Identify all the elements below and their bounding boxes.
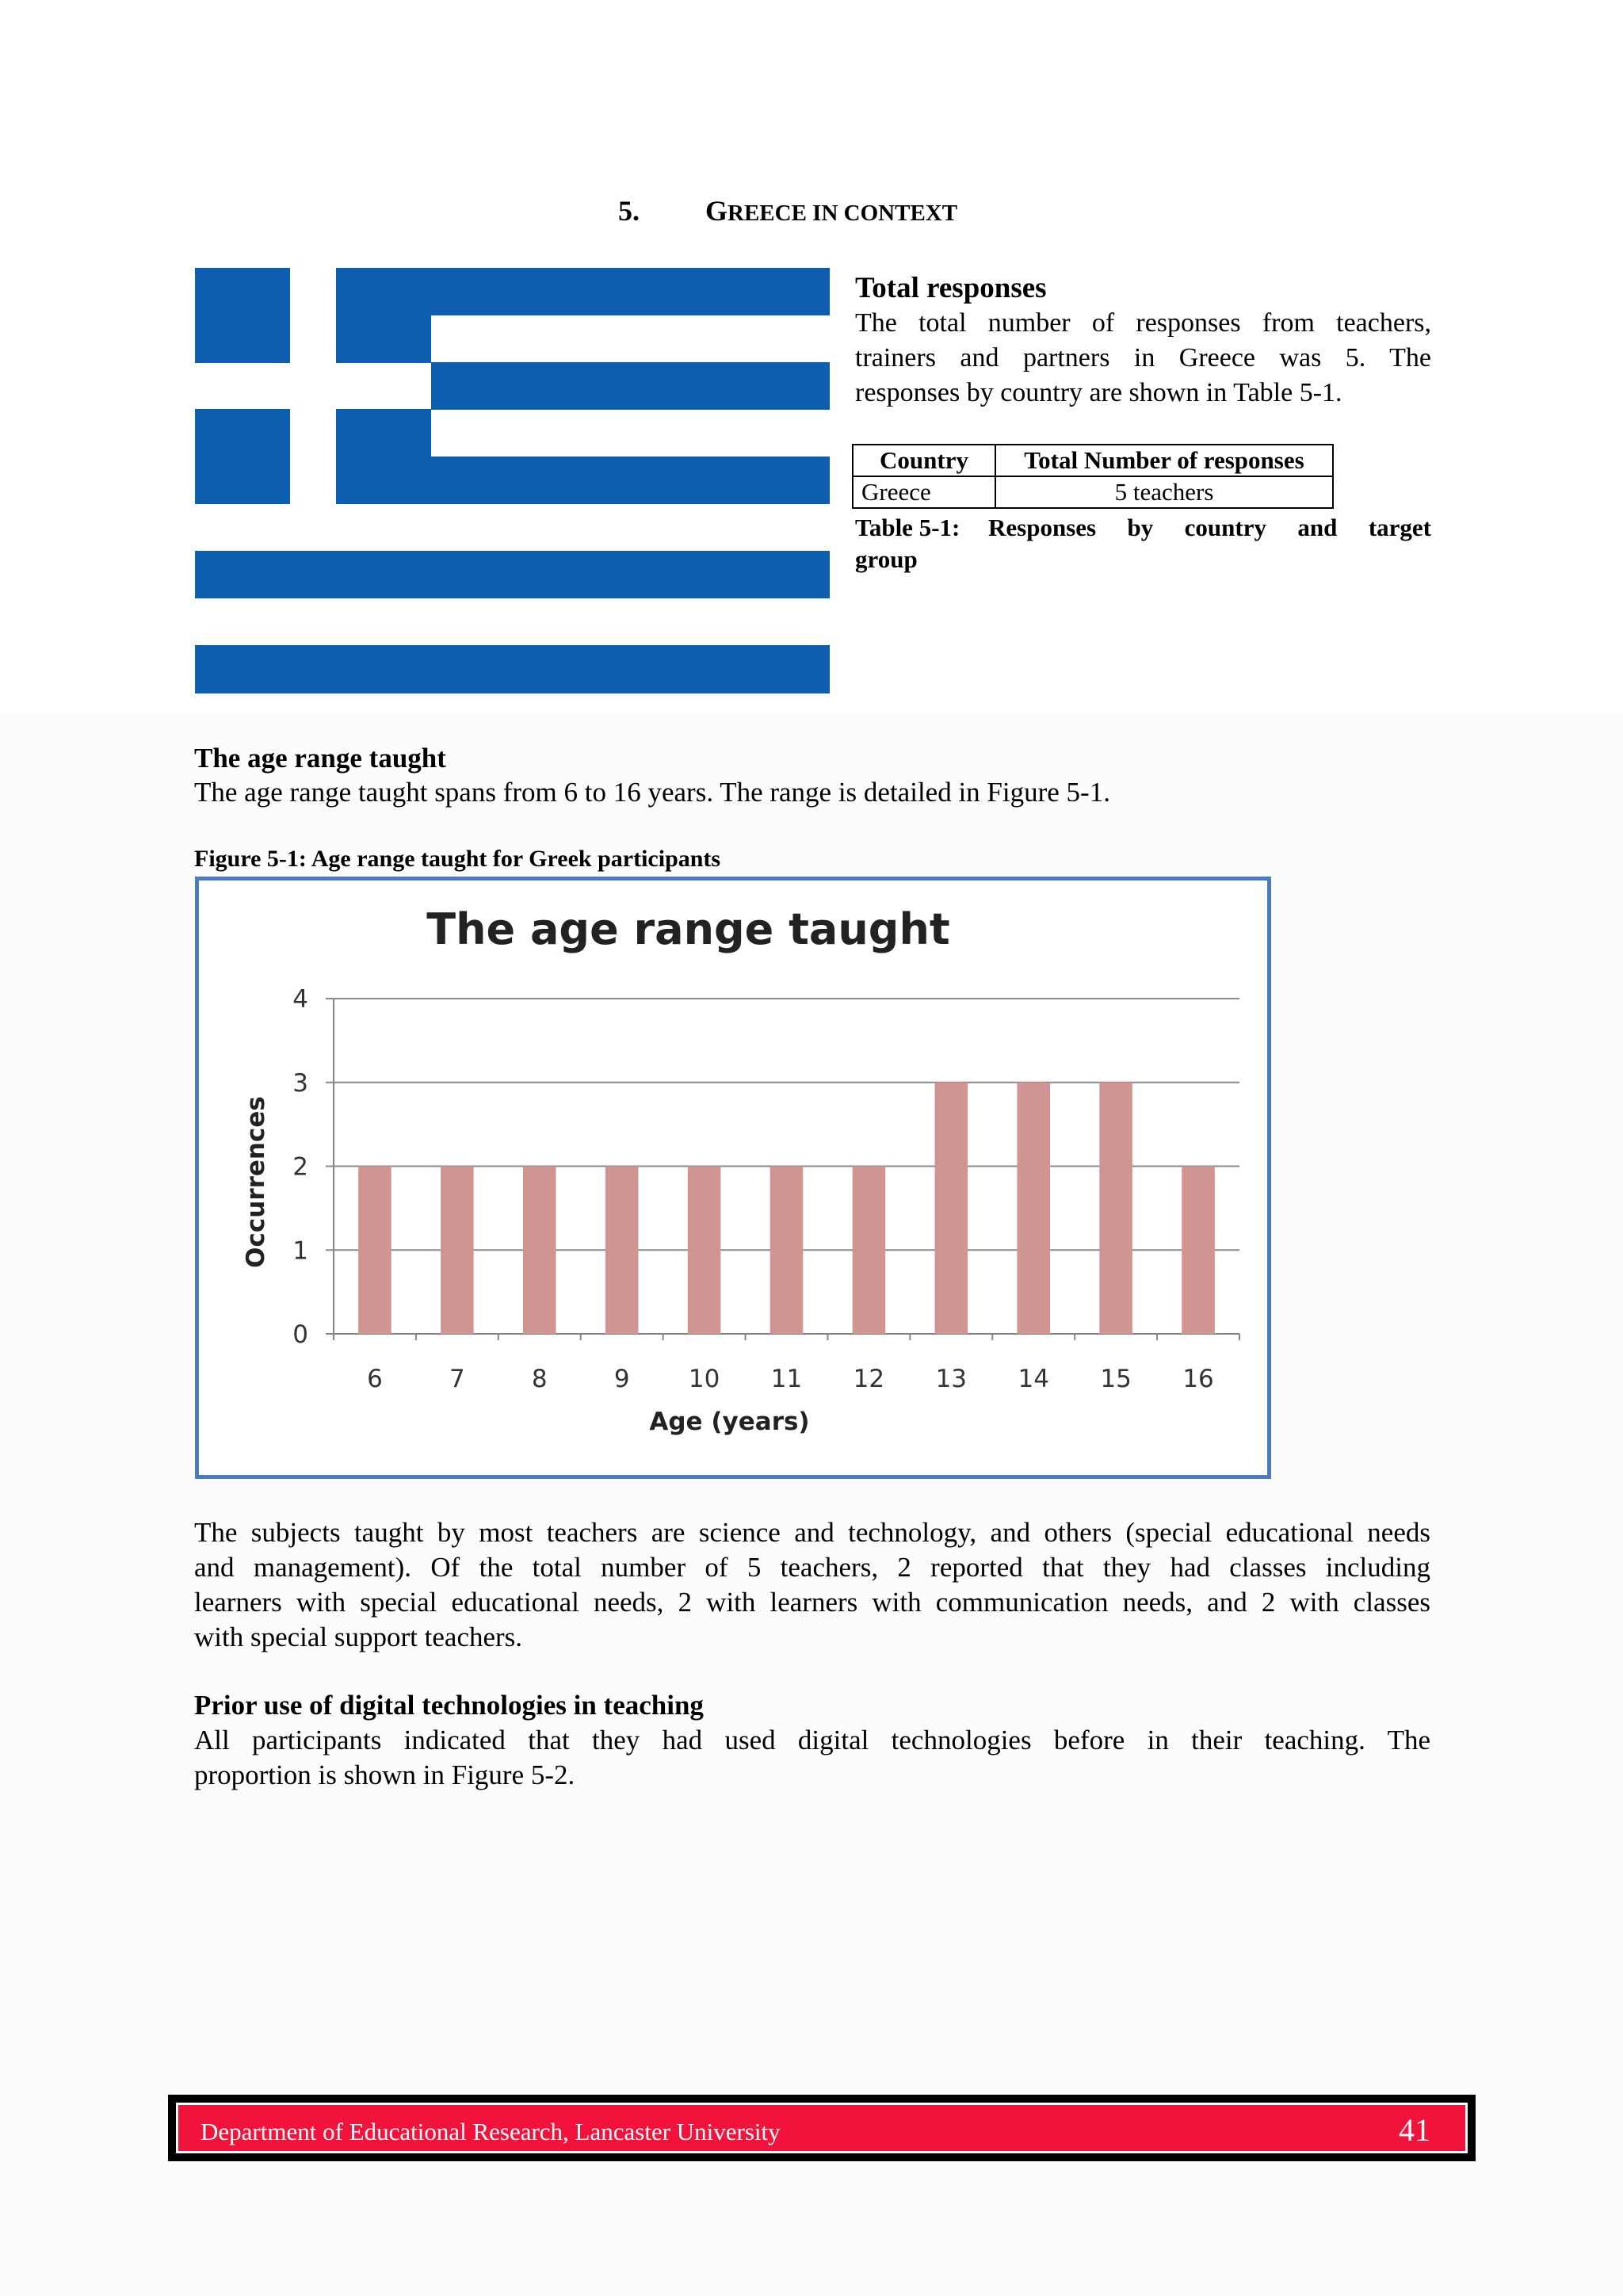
chart-xtick-label: 6	[367, 1365, 383, 1393]
table-cell-country: Greece	[853, 476, 995, 508]
chart-bar-12	[853, 1167, 886, 1335]
chart-bar-16	[1182, 1167, 1215, 1335]
table-cell-total: 5 teachers	[995, 476, 1333, 508]
subjects-line-1: The subjects taught by most teachers are science and technology, and others (special educational needs	[194, 1517, 1430, 1548]
chart-ytick-label: 0	[292, 1320, 308, 1349]
prior-use-heading: Prior use of digital technologies in teaching	[194, 1690, 704, 1721]
chart-xtick-label: 15	[1100, 1365, 1132, 1393]
chart-ytick-label: 1	[292, 1236, 308, 1266]
chart-xtick-label: 8	[531, 1365, 548, 1393]
table-caption-text: Responses by country and target	[988, 514, 1431, 541]
table-header-country: Country	[853, 445, 995, 476]
total-responses-heading: Total responses	[855, 272, 1047, 304]
page-number: 41	[1399, 2112, 1430, 2148]
total-responses-line-2: trainers and partners in Greece was 5. The	[855, 343, 1431, 372]
chart-bar-9	[605, 1167, 639, 1335]
total-responses-line-1: The total number of responses from teachers,	[855, 308, 1431, 338]
chart-ytick-label: 2	[292, 1152, 308, 1182]
table-caption-text-2: group	[855, 545, 918, 573]
table-header-row	[853, 445, 1333, 476]
greek-flag-image	[195, 268, 830, 693]
prior-use-line-1: All participants indicated that they had used digital technologies before in their teaching. The	[194, 1725, 1430, 1755]
total-responses-line-3: responses by country are shown in Table 5-1.	[855, 378, 1342, 407]
chart-x-axis-label: Age (years)	[649, 1408, 810, 1436]
chart-svg	[199, 881, 1267, 1475]
chart-ytick-label: 4	[292, 985, 308, 1014]
chart-ytick-label: 3	[292, 1068, 308, 1098]
chart-bar-6	[358, 1167, 391, 1335]
chart-y-axis-label: Occurrences	[242, 1096, 270, 1268]
section-heading	[618, 194, 957, 227]
chart-bar-7	[441, 1167, 474, 1335]
age-range-text: The age range taught spans from 6 to 16 years. The range is detailed in Figure 5-1.	[194, 777, 1110, 808]
table-header-total: Total Number of responses	[995, 445, 1333, 476]
chart-bar-14	[1017, 1083, 1050, 1334]
section-title-initial: G	[705, 195, 728, 227]
chart-xtick-label: 7	[449, 1365, 465, 1393]
subjects-line-2: and management). Of the total number of 5 teachers, 2 reported that they had classes including	[194, 1552, 1430, 1583]
prior-use-line-2: proportion is shown in Figure 5-2.	[194, 1759, 575, 1790]
table-row	[853, 476, 1333, 508]
page-footer	[168, 2095, 1476, 2161]
chart-xtick-label: 10	[688, 1365, 720, 1393]
subjects-line-4: with special support teachers.	[194, 1622, 523, 1652]
footer-text: Department of Educational Research, Lancaster University	[200, 2118, 781, 2145]
chart-xtick-label: 12	[853, 1365, 885, 1393]
age-range-chart	[195, 877, 1271, 1479]
chart-bar-15	[1099, 1083, 1132, 1334]
responses-table	[852, 444, 1334, 509]
chart-xtick-label: 14	[1018, 1365, 1049, 1393]
chart-bar-11	[770, 1167, 804, 1335]
chart-xtick-label: 9	[613, 1365, 630, 1393]
table-caption	[855, 512, 1431, 575]
chart-title: The age range taught	[426, 904, 950, 954]
chart-xtick-label: 13	[935, 1365, 968, 1393]
subjects-paragraph	[194, 1515, 1430, 1655]
section-number: 5.	[618, 195, 640, 227]
figure-title: Figure 5-1: Age range taught for Greek participants	[194, 846, 721, 872]
footer-band	[176, 2103, 1468, 2153]
prior-use-paragraph	[194, 1723, 1430, 1793]
chart-bar-13	[935, 1083, 968, 1334]
chart-xtick-label: 11	[770, 1365, 803, 1393]
subjects-line-3: learners with special educational needs, 2 with learners with communication needs, and 2 with classes	[194, 1587, 1430, 1618]
chart-xtick-label: 16	[1182, 1365, 1214, 1393]
age-range-heading: The age range taught	[194, 743, 446, 774]
chart-bar-8	[523, 1167, 556, 1335]
section-title-rest: REECE IN CONTEXT	[727, 201, 958, 226]
chart-bar-10	[688, 1167, 721, 1335]
table-caption-label: Table 5-1:	[855, 514, 960, 541]
